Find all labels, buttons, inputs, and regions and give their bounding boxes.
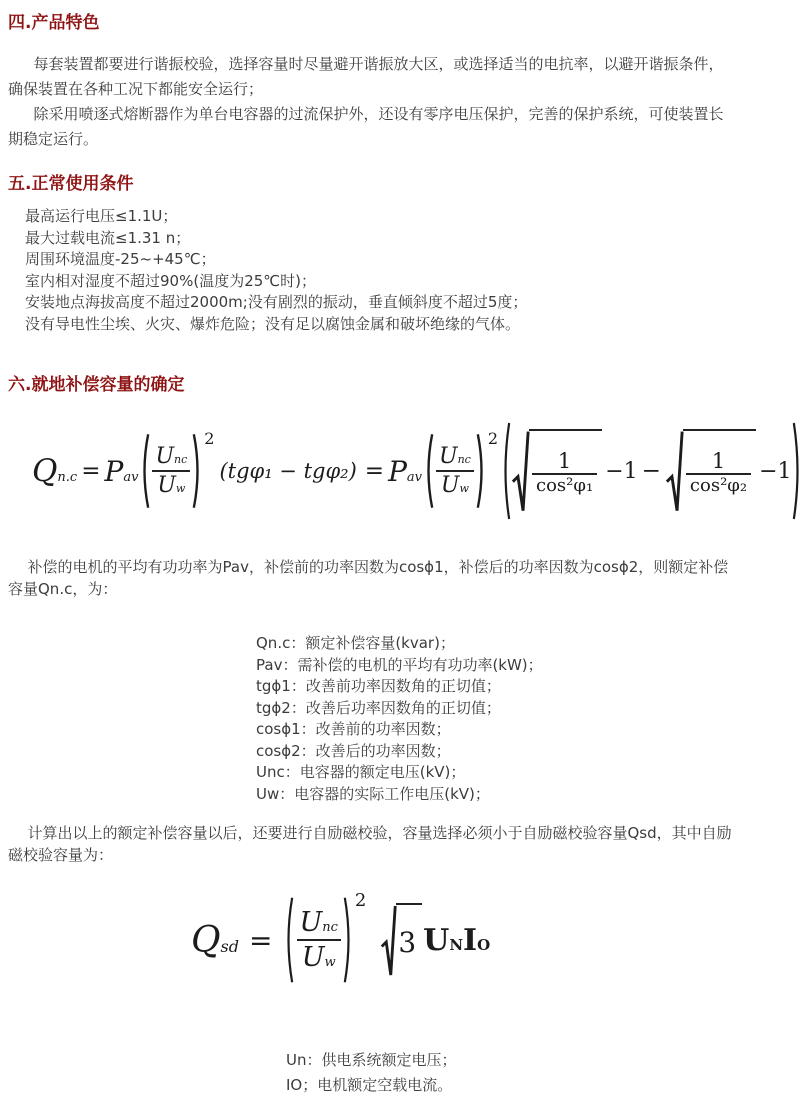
- minus-one-term: −1: [759, 458, 792, 484]
- formula-rated-compensation-capacity: [8, 411, 792, 531]
- equals-sign: =: [364, 458, 385, 484]
- condition-item: 最高运行电压≤1.1U；: [25, 207, 178, 225]
- condition-item: 安装地点海拔高度不超过2000m;没有剧烈的振动，垂直倾斜度不超过5度；: [25, 293, 528, 311]
- radical-sign-icon: [666, 429, 683, 514]
- definition-item: Qn.c：额定补偿容量(kvar)；: [256, 634, 455, 652]
- fraction-denominator: [436, 470, 474, 499]
- condition-item: 最大过载电流≤1.31 n；: [25, 228, 191, 247]
- math-token: U: [299, 906, 323, 938]
- paren-left-icon: [500, 421, 511, 521]
- radicand: [683, 429, 756, 514]
- paren-right-icon: [343, 896, 354, 984]
- math-token: U: [155, 443, 174, 469]
- formula-footnotes: [286, 1048, 742, 1098]
- paren-left-icon: [283, 896, 294, 984]
- math-token: U: [157, 473, 176, 498]
- math-subscript: nc: [322, 919, 338, 935]
- math-subscript: av: [123, 469, 139, 485]
- math-token: U: [439, 443, 458, 469]
- definition-item: Unc：电容器的额定电压(kV)；: [256, 763, 466, 781]
- paragraph-resonance-check: 每套装置都要进行谐振校验，选择容量时尽量避开谐振放大区，或选择适当的电抗率，以避开谐振条件，确保装置在各种工况下都能安全运行；: [8, 55, 724, 98]
- radicand: [529, 429, 602, 514]
- math-symbol-io: [463, 923, 490, 958]
- math-token: U: [440, 473, 460, 498]
- exponent: 2: [487, 429, 498, 448]
- math-token: Q: [191, 919, 221, 961]
- fraction-numerator: [434, 443, 476, 470]
- fraction-denominator: cos²φ₂: [686, 473, 751, 498]
- fraction-denominator: cos²φ₁: [532, 473, 597, 498]
- condition-item: 没有导电性尘埃、火灾、爆炸危险；没有足以腐蚀金属和破坏绝缘的气体。: [25, 314, 521, 333]
- math-token: U: [423, 922, 450, 958]
- fraction-numerator: [294, 906, 342, 939]
- math-symbol-qsd: [191, 920, 239, 961]
- square-root-of-three: [381, 903, 422, 978]
- math-subscript: nc: [457, 452, 471, 466]
- fraction-numerator: 1: [711, 448, 726, 473]
- paren-right-icon: [476, 432, 487, 510]
- definition-item: tgϕ1：改善前功率因数角的正切值；: [256, 677, 501, 695]
- tangent-difference-expression: (tgφ₁ − tgφ₂): [219, 459, 357, 483]
- math-symbol-pav: [105, 455, 139, 488]
- conditions-list: [25, 206, 742, 335]
- math-token: P: [388, 454, 407, 488]
- math-subscript: O: [477, 935, 491, 954]
- fraction-one-over-cos2: [686, 449, 751, 498]
- paren-right-icon: [792, 421, 803, 521]
- math-symbol-un: [423, 923, 463, 958]
- formula-self-excitation-capacity: [8, 892, 742, 988]
- section-heading-compensation-capacity: 六.就地补偿容量的确定: [8, 375, 185, 395]
- paren-right-icon: [192, 432, 203, 510]
- equals-sign: =: [248, 923, 273, 957]
- paren-left-icon: [423, 432, 434, 510]
- footnote-item: Un：供电系统额定电压；: [286, 1051, 457, 1069]
- paragraph-fuse-protection: 除采用喷逐式熔断器作为单台电容器的过流保护外，还设有零序电压保护，完善的保护系统，可使装置长期稳定运行。: [8, 105, 724, 148]
- math-symbol-qnc: [32, 453, 77, 489]
- voltage-ratio-squared: [423, 429, 498, 510]
- paren-left-icon: [139, 432, 150, 510]
- math-token: U: [301, 942, 325, 973]
- fraction-numerator: 1: [557, 448, 572, 473]
- square-root: [666, 429, 756, 514]
- fraction-unc-uw: [434, 443, 476, 500]
- fraction-denominator: [297, 939, 341, 974]
- fraction-unc-uw: [150, 443, 192, 500]
- math-symbol-pav: [388, 455, 422, 488]
- equals-sign: =: [81, 458, 101, 484]
- exponent: 2: [354, 890, 367, 911]
- condition-item: 周围环境温度-25~+45℃；: [25, 250, 216, 268]
- exponent: 2: [204, 429, 215, 448]
- section-heading-product-features: 四.产品特色: [8, 13, 100, 33]
- math-subscript: w: [459, 482, 469, 495]
- radical-sign-icon: [381, 903, 396, 978]
- minus-one-term: −1: [605, 458, 638, 484]
- math-subscript: sd: [220, 936, 239, 956]
- fraction-unc-uw: [294, 906, 342, 974]
- math-subscript: nc: [174, 452, 188, 466]
- definition-item: Pav：需补偿的电机的平均有功功率(kW)；: [256, 655, 543, 674]
- radicand: 3: [396, 903, 422, 978]
- math-token: Q: [32, 453, 58, 489]
- definition-item: cosϕ1：改善前的功率因数；: [256, 720, 451, 738]
- voltage-ratio-squared: [283, 890, 367, 984]
- fraction-numerator: [150, 443, 192, 470]
- radical-sign-icon: [512, 429, 529, 514]
- fraction-one-over-cos2: [532, 449, 597, 498]
- math-token: P: [104, 454, 124, 488]
- symbol-definitions: [256, 633, 742, 805]
- paragraph-self-excitation-check: 计算出以上的额定补偿容量以后，还要进行自励磁校验，容量选择必须小于自励磁校验容量Qsd，其中自励磁校验容量为：: [8, 824, 732, 864]
- definition-item: tgϕ2：改善后功率因数角的正切值；: [256, 698, 501, 717]
- paragraph-formula-intro: 补偿的电机的平均有功功率为Pav，补偿前的功率因数为cosϕ1，补偿后的功率因数为cosϕ2，则额定补偿容量Qn.c，为：: [8, 558, 729, 598]
- footnote-item: IO；电机额定空载电流。: [286, 1076, 453, 1094]
- math-subscript: w: [324, 955, 336, 970]
- definition-item: cosϕ2：改善后的功率因数；: [256, 741, 451, 760]
- math-subscript: av: [406, 469, 423, 485]
- fraction-denominator: [152, 470, 190, 499]
- condition-item: 室内相对湿度不超过90%(温度为25℃时)；: [25, 271, 316, 290]
- square-root: [512, 429, 602, 514]
- voltage-ratio-squared: [139, 429, 215, 510]
- math-subscript: n.c: [57, 470, 78, 485]
- minus-sign: −: [641, 458, 661, 484]
- definition-item: Uw：电容器的实际工作电压(kV)；: [256, 784, 490, 803]
- math-token: I: [463, 922, 478, 958]
- sqrt-difference-group: [500, 421, 803, 521]
- math-subscript: w: [175, 482, 186, 495]
- math-subscript: N: [449, 935, 464, 954]
- section-heading-normal-conditions: 五.正常使用条件: [8, 174, 134, 194]
